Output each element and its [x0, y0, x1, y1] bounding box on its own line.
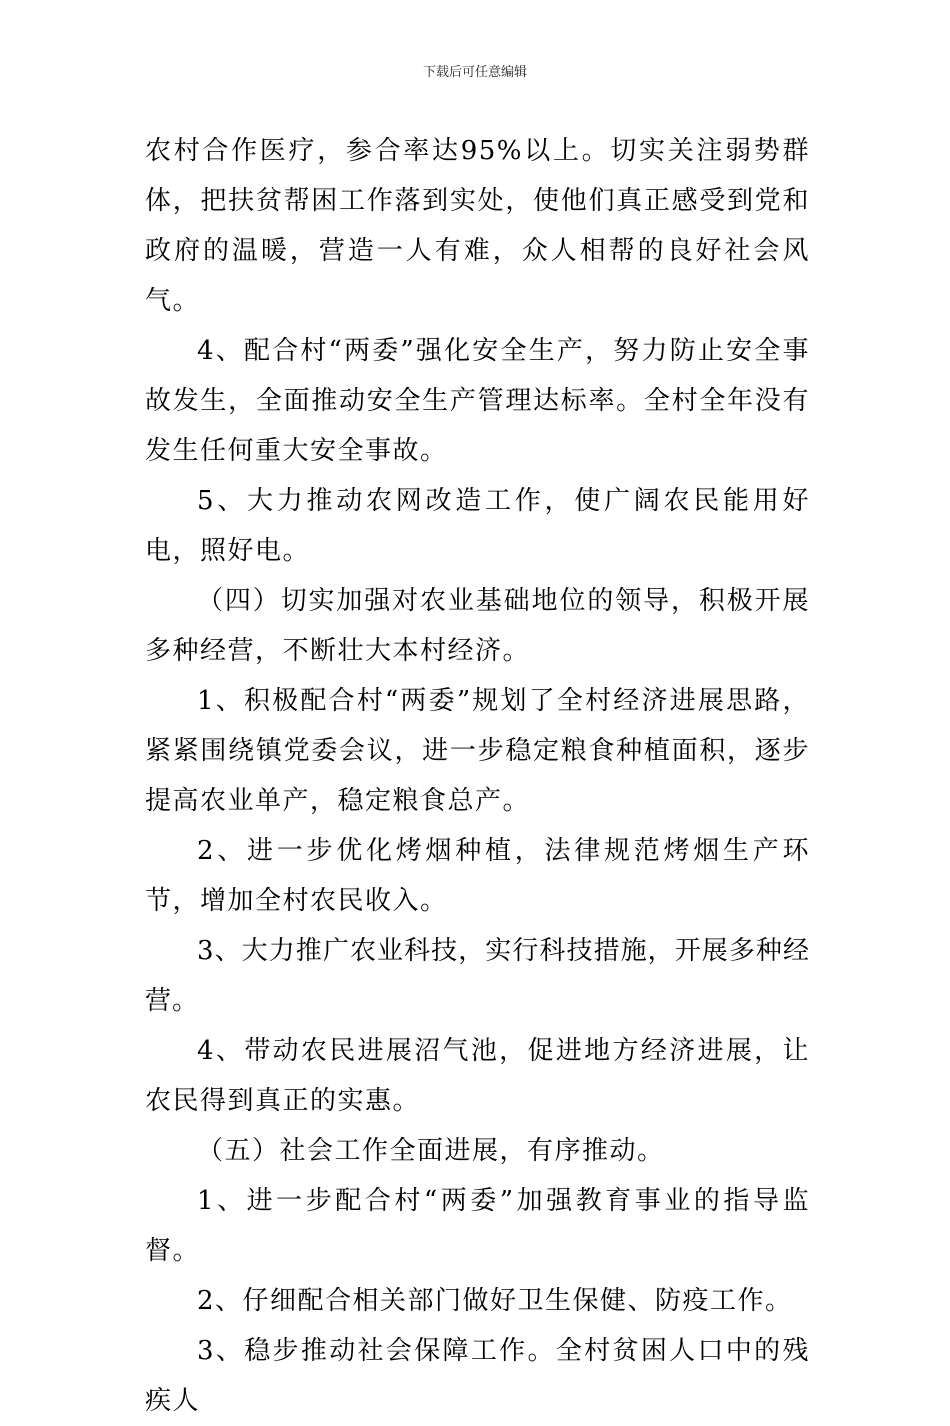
section-heading-4: （四）切实加强对农业基础地位的领导，积极开展多种经营，不断壮大本村经济。 [145, 586, 810, 666]
document-body [145, 126, 810, 1426]
paragraph-1: 农村合作医疗，参合率达95%以上。切实关注弱势群体，把扶贫帮困工作落到实处，使他们真正感受到党和政府的温暖，营造一人有难，众人相帮的良好社会风气。 [145, 136, 810, 316]
paragraph-11: 2、仔细配合相关部门做好卫生保健、防疫工作。 [197, 1286, 793, 1316]
paragraph-6: 2、进一步优化烤烟种植，法律规范烤烟生产环节，增加全村农民收入。 [145, 836, 810, 916]
paragraph-7: 3、大力推广农业科技，实行科技措施，开展多种经营。 [145, 936, 810, 1016]
paragraph-8: 4、带动农民进展沼气池，促进地方经济进展，让农民得到真正的实惠。 [145, 1036, 810, 1116]
paragraph-3: 5、大力推动农网改造工作，使广阔农民能用好电，照好电。 [145, 486, 810, 566]
paragraph-2: 4、配合村“两委”强化安全生产，努力防止安全事故发生，全面推动安全生产管理达标率。全村全年没有发生任何重大安全事故。 [145, 336, 810, 466]
page-header: 下载后可任意编辑 [422, 65, 527, 80]
section-heading-5: （五）社会工作全面进展，有序推动。 [197, 1136, 665, 1166]
paragraph-10: 1、进一步配合村“两委”加强教育事业的指导监督。 [145, 1186, 810, 1266]
paragraph-5: 1、积极配合村“两委”规划了全村经济进展思路，紧紧围绕镇党委会议，进一步稳定粮食种植面积，逐步提高农业单产，稳定粮食总产。 [145, 686, 810, 816]
paragraph-12: 3、稳步推动社会保障工作。全村贫困人口中的残疾人 [145, 1336, 810, 1416]
